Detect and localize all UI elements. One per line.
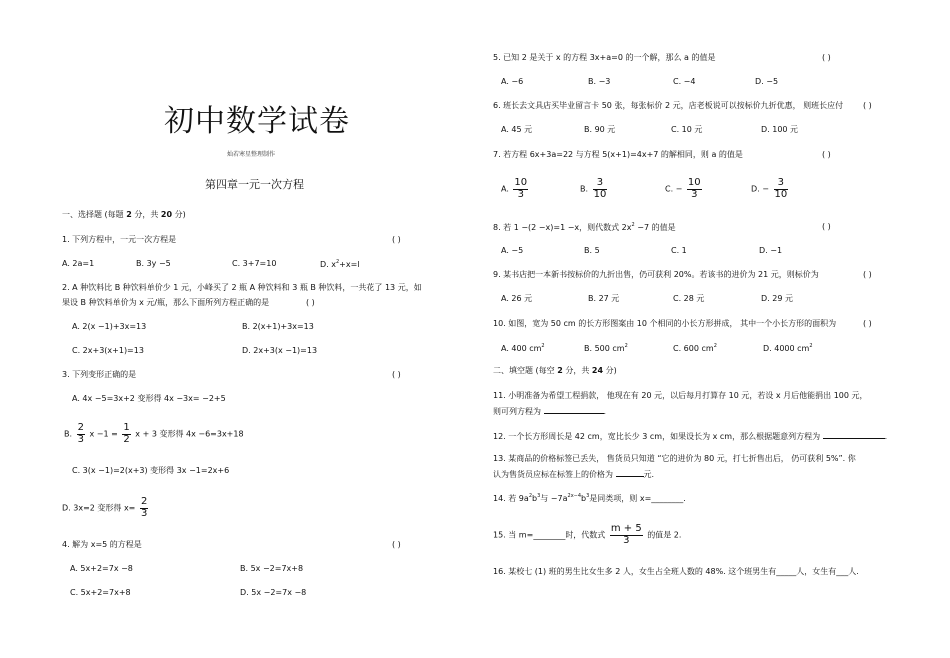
option-b: B. 27 元	[588, 294, 620, 303]
question-stem: 11. 小明准备为希望工程捐款， 他现在有 20 元，以后每月打算存 10 元，若设 x 月后他能捐出 100 元，	[493, 391, 868, 400]
question-text: 16. 某校七 (1) 班的男生比女生多 2 人，女生占全班人数的 48%. 这个班男生有	[493, 567, 777, 576]
question-text: 元.	[643, 470, 655, 479]
option-d: D. 5x −2=7x −8	[240, 588, 307, 597]
answer-paren: ( )	[822, 222, 831, 231]
option-d: D. −5	[755, 77, 779, 86]
fraction	[513, 178, 528, 200]
fraction	[774, 178, 789, 200]
option-a: A. 4x −5=3x+2 变形得 4x −3x= −2+5	[72, 394, 226, 403]
question-text: −7 的值是	[634, 223, 676, 232]
question-stem: 10. 如图，宽为 50 cm 的长方形图案由 10 个相同的小长方形拼成， 其中一个小长方形的面积为	[493, 319, 837, 328]
option-d	[320, 260, 360, 269]
fraction	[593, 178, 608, 200]
option-label: C. −	[665, 184, 683, 194]
option-d	[763, 344, 813, 353]
exponent: 3	[537, 493, 541, 499]
denominator: 2	[123, 433, 130, 445]
answer-blank[interactable]	[544, 406, 604, 414]
option-text: x + 3 变形得 4x −6=3x+18	[135, 429, 244, 439]
denominator: 3	[77, 433, 84, 445]
fraction	[610, 524, 643, 546]
section-heading-text: 分，共	[134, 210, 159, 219]
section-total: 20	[160, 210, 173, 219]
answer-paren: ( )	[306, 298, 315, 307]
question-text: .	[683, 494, 686, 503]
section-heading	[62, 211, 186, 219]
option-c: C. 1	[671, 246, 687, 255]
option-c: C. −4	[673, 77, 696, 86]
option-text: A. 400 cm	[501, 344, 542, 353]
numerator: m + 5	[610, 523, 642, 534]
chapter-title: 第四章一元一次方程	[205, 178, 304, 191]
option-d: D. −1	[759, 246, 783, 255]
question-text: 时，代数式	[565, 530, 606, 540]
option-label: B.	[64, 429, 73, 439]
question-stem: 7. 若方程 6x+3a=22 与方程 5(x+1)=4x+7 的解相同，则 a 的值是	[493, 150, 743, 159]
option-c: C. 28 元	[673, 294, 705, 303]
numerator: 2	[140, 496, 148, 507]
question-stem: 6. 班长去文具店买毕业留言卡 50 张，每张标价 2 元，店老板说可以按标价九折优惠， 则班长应付	[493, 101, 844, 110]
answer-blank[interactable]: ___	[836, 567, 849, 576]
option-b: B. 2(x+1)+3x=13	[242, 322, 314, 331]
question-text: 12. 一个长方形周长是 42 cm，宽比长少 3 cm，如果设长为 x cm，那么根据题意列方程为	[493, 432, 821, 441]
option-text: x −1 =	[89, 429, 118, 439]
denominator: 3	[517, 188, 524, 200]
denominator: 10	[774, 188, 788, 200]
numerator: 3	[596, 177, 604, 188]
option-a: A. −5	[501, 246, 524, 255]
option-text: D. 3x=2 变形得 x=	[62, 503, 136, 513]
question-stem	[493, 494, 686, 503]
option-text: D. 4000 cm	[763, 344, 810, 353]
question-stem	[493, 431, 887, 441]
exponent: 2	[809, 343, 813, 349]
option-d: D. 29 元	[761, 294, 793, 303]
denominator: 3	[140, 507, 148, 519]
fraction	[140, 497, 148, 519]
question-text: 与 −7a	[540, 494, 568, 503]
option-text: D. x	[320, 260, 336, 269]
option-a: A. 2(x −1)+3x=13	[72, 322, 147, 331]
numerator: 1	[123, 422, 130, 433]
question-text: .	[603, 407, 607, 416]
option-b: B. −3	[588, 77, 611, 86]
option-label: D. −	[751, 184, 769, 194]
option-a: A. 26 元	[501, 294, 533, 303]
section-heading-text: 分，共	[565, 366, 590, 375]
option-c	[665, 178, 704, 200]
option-text: +x=l	[339, 260, 360, 269]
option-c: C. 3(x −1)=2(x+3) 变形得 3x −1=2x+6	[72, 466, 230, 475]
question-stem: 9. 某书店把一本新书按标价的九折出售，仍可获利 20%。若该书的进价为 21 元，则标价为	[493, 270, 819, 279]
answer-paren: ( )	[822, 53, 831, 62]
numerator: 3	[777, 177, 785, 188]
question-stem: 果设 B 种饮料单价为 x 元/瓶，那么下面所列方程正确的是	[62, 298, 270, 307]
answer-blank[interactable]: _____	[776, 567, 797, 576]
option-a: A. 45 元	[501, 125, 533, 134]
option-c: C. 5x+2=7x+8	[70, 588, 131, 597]
option-c	[673, 344, 717, 353]
option-b	[584, 344, 628, 353]
question-stem	[493, 469, 654, 479]
answer-blank[interactable]: ________	[651, 494, 684, 503]
question-text: 的值是 2.	[647, 530, 682, 540]
section-heading-text: 分)	[174, 210, 186, 219]
question-stem: 2. A 种饮料比 B 种饮料单价少 1 元，小峰买了 2 瓶 A 种饮料和 3 瓶 B 种饮料，一共花了 13 元，如	[62, 283, 422, 292]
answer-blank[interactable]	[823, 431, 885, 439]
answer-paren: ( )	[863, 101, 872, 110]
option-a: A. 5x+2=7x −8	[70, 564, 133, 573]
option-b	[64, 423, 244, 445]
section-heading-text: 一、选择题 (每题	[62, 210, 124, 219]
option-d: D. 2x+3(x −1)=13	[242, 346, 318, 355]
page-title: 初中数学试卷	[164, 104, 350, 139]
denominator: 3	[623, 534, 630, 546]
option-text: B. 500 cm	[584, 344, 625, 353]
question-text: 14. 若 9a	[493, 494, 529, 503]
question-stem	[493, 223, 676, 232]
exponent: 2	[713, 343, 717, 349]
answer-paren: ( )	[392, 235, 401, 244]
section-heading	[493, 367, 617, 375]
question-text: 认为售货员应标在标签上的价格为	[493, 470, 613, 479]
question-stem: 5. 已知 2 是关于 x 的方程 3x+a=0 的一个解，那么 a 的值是	[493, 53, 716, 62]
exponent: 3	[586, 493, 590, 499]
exponent: 2x−4	[567, 493, 582, 499]
numerator: 10	[687, 177, 701, 188]
fraction	[687, 178, 702, 200]
option-a	[501, 344, 545, 353]
answer-paren: ( )	[392, 370, 401, 379]
option-text: C. 600 cm	[673, 344, 714, 353]
question-text: 15. 当 m=	[493, 530, 534, 540]
denominator: 10	[593, 188, 607, 200]
numerator: 2	[77, 422, 84, 433]
option-b: B. 5	[584, 246, 600, 255]
section-points: 2	[557, 366, 563, 375]
answer-paren: ( )	[392, 540, 401, 549]
fraction	[122, 423, 130, 445]
question-stem: 1. 下列方程中，一元一次方程是	[62, 235, 177, 244]
option-c: C. 3+7=10	[232, 259, 277, 268]
option-a: A. 2a=1	[62, 259, 95, 268]
exponent: 2	[528, 493, 532, 499]
exponent: 2	[541, 343, 545, 349]
option-a	[501, 178, 530, 200]
denominator: 3	[691, 188, 698, 200]
section-heading-text: 二、填空题 (每空	[493, 366, 555, 375]
answer-blank[interactable]	[616, 469, 644, 477]
answer-paren: ( )	[822, 150, 831, 159]
option-c: C. 10 元	[671, 125, 703, 134]
option-a: A. −6	[501, 77, 524, 86]
question-stem: 3. 下列变形正确的是	[62, 370, 137, 379]
question-stem: 4. 解为 x=5 的方程是	[62, 540, 142, 549]
answer-paren: ( )	[863, 319, 872, 328]
question-text: b	[581, 494, 587, 503]
exponent: 2	[624, 343, 628, 349]
author-note: 灿若寒星整理制作	[227, 151, 276, 158]
option-label: B.	[580, 184, 589, 194]
option-b: B. 3y −5	[136, 259, 171, 268]
option-b	[580, 178, 609, 200]
question-text: 是同类项，则 x=	[589, 494, 652, 503]
answer-paren: ( )	[863, 270, 872, 279]
question-text: 则可列方程为	[493, 407, 541, 416]
option-d	[62, 497, 150, 519]
question-stem: 13. 某商品的价格标签已丢失， 售货员只知道 “它的进价为 80 元，打七折售出后， 仍可获利 5%”. 你	[493, 454, 856, 463]
exponent: 2	[631, 222, 635, 228]
option-label: A.	[501, 184, 509, 194]
question-stem	[493, 524, 681, 546]
option-d: D. 100 元	[761, 125, 799, 134]
option-d	[751, 178, 790, 200]
question-text: b	[532, 494, 538, 503]
question-text: .	[884, 432, 888, 441]
question-text: 人，女生有	[796, 567, 837, 576]
answer-blank[interactable]: ________	[533, 530, 566, 540]
option-b: B. 90 元	[584, 125, 616, 134]
question-text: 8. 若 1 −(2 −x)=1 −x，则代数式 2x	[493, 223, 632, 232]
exponent: 2	[335, 259, 340, 265]
option-c: C. 2x+3(x+1)=13	[72, 346, 144, 355]
question-text: 人.	[848, 567, 859, 576]
question-stem	[493, 406, 606, 416]
section-points: 2	[126, 210, 132, 219]
section-total: 24	[591, 366, 604, 375]
fraction	[77, 423, 85, 445]
numerator: 10	[514, 177, 528, 188]
option-b: B. 5x −2=7x+8	[240, 564, 304, 573]
question-stem	[493, 568, 859, 576]
section-heading-text: 分)	[605, 366, 617, 375]
